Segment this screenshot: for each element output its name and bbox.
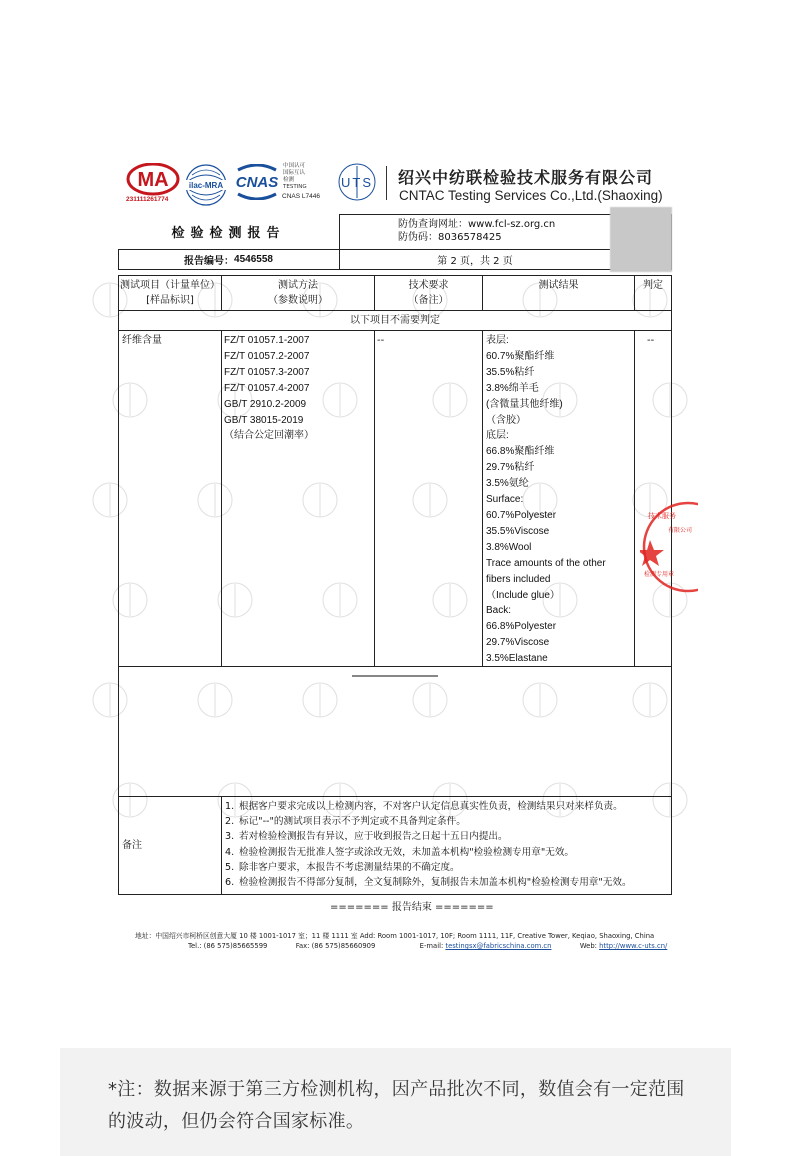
cma-number: 231111261774: [126, 196, 169, 203]
cnas-side-text: 中国认可 国际互认 检测 TESTING: [283, 163, 307, 190]
logo-separator: [386, 166, 387, 200]
report-title: 检验检测报告: [118, 214, 340, 250]
no-judge-note: 以下项目不需要判定: [350, 315, 440, 326]
col-header-judge: 判定: [643, 280, 663, 291]
cnas-logo: [232, 164, 282, 200]
svg-text:CNAS: CNAS: [235, 174, 279, 191]
svg-text:技术服务: 技术服务: [648, 512, 676, 520]
uts-logo: [337, 162, 377, 204]
footer-fax: Fax: (86 575)85660909: [295, 942, 376, 950]
footer-address: 地址：中国绍兴市柯桥区创意大厦 10 楼 1001-1017 室；11 楼 1111 室 Add: Room 1001-1017, 10F; Room 1111, 11F, Creative Tower, Keqiao, Shaoxing, China: [135, 932, 655, 940]
result-list: 表层: 60.7%聚酯纤维 35.5%粘纤 3.8%绵羊毛 (含微量其他纤维) （含胶） 底层: 66.8%聚酯纤维 29.7%粘纤 3.5%氨纶 Surface: 60.7%Polyester 35.5%Viscose 3.8%Wool Trace amounts of the other fibers included （Include glue） Back: 66.8%Polyester 29.7%Viscose 3.5%Elastane: [486, 335, 606, 665]
svg-text:MA: MA: [137, 169, 169, 191]
anti-fake-info: [340, 214, 610, 250]
svg-text:UTS: UTS: [341, 175, 373, 190]
page-indicator: 第 2 页，共 2 页: [437, 256, 513, 267]
report-number: 报告编号： 4546558: [118, 249, 340, 270]
remarks-label: 备注: [122, 840, 142, 851]
footer-tel: Tel.: (86 575)85665599: [188, 942, 268, 950]
remark-item: 1. 根据客户要求完成以上检测内容，不对客户认定信息真实性负责，检测结果只对来样负责。: [225, 801, 623, 812]
footer-web-link[interactable]: http://www.c-uts.cn/: [599, 942, 668, 950]
remark-item: 6. 检验检测报告不得部分复制，全文复制除外，复制报告未加盖本机构"检验检测专用章"无效。: [225, 877, 632, 889]
remark-item: 3. 若对检验检测报告有异议，应于收到报告之日起十五日内提出。: [225, 831, 508, 843]
item-fiber-content: 纤维含量: [122, 335, 162, 346]
remark-item: 2. 标记"--"的测试项目表示不予判定或不具备判定条件。: [225, 816, 466, 828]
remarks-list: [225, 799, 632, 890]
disclaimer-text: *注：数据来源于第三方检测机构，因产品批次不同，数值会有一定范围的波动，但仍会符合国家标准。: [108, 1079, 685, 1132]
col-header-item: 测试项目（计量单位） [样品标识]: [120, 280, 220, 306]
test-results-table: [118, 275, 675, 895]
anti-fake-site: 防伪查询网址：www.fcl-sz.org.cn: [398, 219, 556, 230]
requirement-value: --: [377, 335, 385, 346]
col-header-method: 测试方法 （参数说明）: [268, 280, 328, 306]
remark-item: 4. 检验检测报告无批准人签字或涂改无效，未加盖本机构"检验检测专用章"无效。: [225, 846, 575, 858]
redacted-box: [610, 207, 672, 272]
cnas-code: CNAS L7446: [282, 193, 320, 200]
col-header-requirement: 技术要求 （备注）: [408, 280, 449, 306]
company-name-en: CNTAC Testing Services Co.,Ltd.(Shaoxing): [399, 188, 663, 203]
col-header-result: 测试结果: [538, 280, 579, 291]
ilac-mra-logo: [184, 163, 228, 207]
svg-text:检测专用章: 检测专用章: [644, 571, 675, 578]
footer-email-link[interactable]: testingsx@fabricschina.com.cn: [445, 942, 552, 950]
svg-text:ilac-MRA: ilac-MRA: [188, 181, 224, 190]
anti-fake-code: 防伪码：8036578425: [398, 232, 502, 243]
remark-item: 5. 除非客户要求，本报告不考虑测量结果的不确定度。: [225, 861, 460, 873]
official-seal: [640, 500, 698, 594]
footer-contacts: Tel.: (86 575)85665599 Fax: (86 575)85660909 E-mail: testingsx@fabricschina.com.cn Web: http://www.c-uts.cn/: [188, 942, 668, 950]
svg-text:有限公司: 有限公司: [668, 527, 693, 534]
method-list: FZ/T 01057.1-2007 FZ/T 01057.2-2007 FZ/T 01057.3-2007 FZ/T 01057.4-2007 GB/T 2910.2-2009 GB/T 38015-2019 （结合公定回潮率）: [224, 335, 314, 442]
company-name-cn: 绍兴中纺联检验技术服务有限公司: [398, 168, 654, 187]
judge-value: --: [647, 335, 655, 346]
report-end: ======= 报告结束 =======: [330, 902, 494, 913]
